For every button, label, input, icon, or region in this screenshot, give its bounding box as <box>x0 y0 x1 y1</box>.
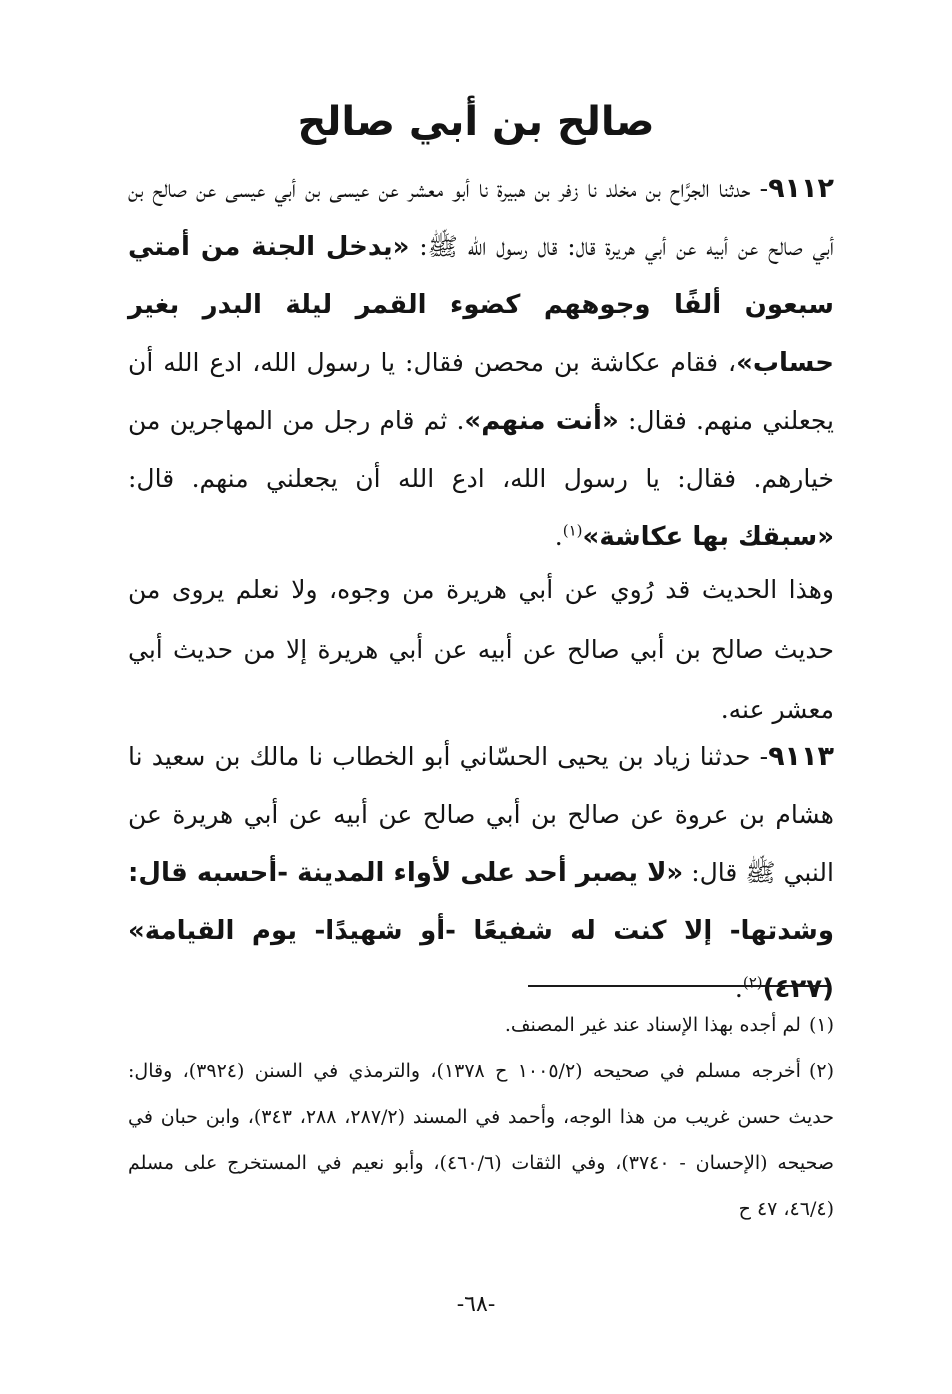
prophetic-quote: «سبقك بها عكاشة» <box>582 522 834 552</box>
commentary-block <box>128 560 834 740</box>
prophetic-quote: «أنت منهم» <box>464 406 619 436</box>
footnote-reference[interactable]: (١) <box>562 521 583 540</box>
footnote-divider <box>528 985 828 987</box>
prophetic-quote: «لا يصبر أحد على لأواء المدينة -أحسبه قال: وشدتها- إلا كنت له شفيعًا -أو شهيدًا- يوم القيامة» (٤٢٧) <box>128 858 834 1004</box>
hadith-text-end: . <box>734 974 743 1003</box>
hadith-9112 <box>128 160 834 566</box>
commentary-paragraph: وهذا الحديث قد رُوي عن أبي هريرة من وجوه، ولا نعلم يروى من حديث صالح بن أبي صالح عن أبيه عن أبي هريرة إلا من حديث أبي معشر عنه. <box>128 575 834 724</box>
footnotes <box>128 1002 834 1232</box>
footnote-reference[interactable]: (٢) <box>742 973 763 992</box>
prophetic-quote: «يدخل الجنة من أمتي سبعون ألفًا وجوههم كضوء القمر ليلة البدر بغير حساب» <box>128 232 834 378</box>
hadith-text: - حدثنا زياد بن يحيى الحسّاني أبو الخطاب نا مالك بن سعيد نا هشام بن عروة عن صالح بن أبي صالح عن أبيه عن أبي هريرة عن النبي ﷺ قال: <box>128 742 834 887</box>
hadith-text-end: . <box>554 522 563 551</box>
footnote-text: أخرجه مسلم في صحيحه (١٠٠٥/٢ ح ١٣٧٨)، والترمذي في السنن (٣٩٢٤)، وقال: حديث حسن غريب من هذا الوجه، وأحمد في المسند (٢٨٧/٢، ٢٨٨، ٣٤٣)، وابن حبان في صحيحه (الإحسان - ٣٧٤٠)، وفي الثقات (٤٦٠/٦)، وأبو نعيم في المستخرج على مسلم (٤٦/٤، ٤٧ ح <box>128 1060 835 1220</box>
footnote-item <box>128 1048 834 1232</box>
hadith-9113-paragraph <box>128 728 834 1018</box>
hadith-text: ، فقام عكاشة بن محصن فقال: يا رسول الله، ادع الله أن يجعلني منهم. فقال: <box>128 348 835 435</box>
footnote-mark: (٢) <box>808 1060 835 1082</box>
hadith-number: ٩١١٢ <box>768 173 834 204</box>
footnote-item <box>128 1002 834 1048</box>
hadith-text: - حدثنا الجرَّاح بن مخلد نا زفر بن هبيرة نا أبو معشر عن عيسى بن أبي عيسى عن صالح بن أبي صالح عن أبيه عن أبي هريرة قال: قال رسول الله ﷺ: <box>128 174 834 261</box>
footnote-mark: (١) <box>808 1014 834 1036</box>
page-title: صالح بن أبي صالح <box>297 99 655 145</box>
hadith-number: ٩١١٣ <box>768 741 834 772</box>
page-number: -٦٨- <box>456 1292 496 1317</box>
footnote-text: لم أجده بهذا الإسناد عند غير المصنف. <box>504 1014 801 1036</box>
hadith-9112-paragraph <box>128 160 834 566</box>
hadith-text: . ثم قام رجل من المهاجرين من خيارهم. فقال: يا رسول الله، ادع الله أن يجعلني منهم. قال: <box>128 406 834 493</box>
hadith-9113 <box>128 728 834 1018</box>
